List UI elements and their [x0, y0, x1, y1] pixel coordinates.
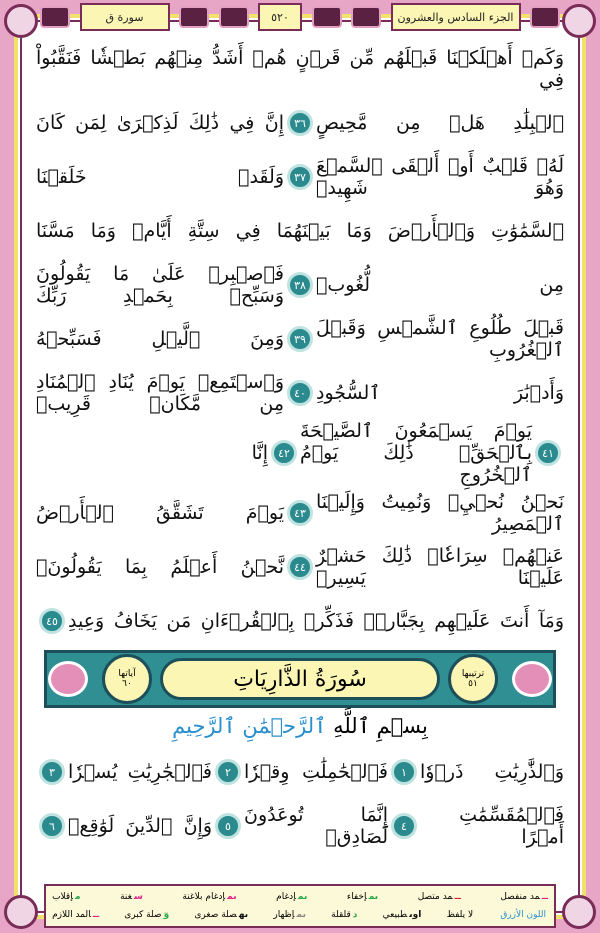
- ayah-number-marker: ٤٠: [287, 380, 313, 406]
- header-ornament: [219, 6, 249, 28]
- text-line: [36, 42, 564, 96]
- verse-text: يَوۡمَ تَشَقَّقُ ٱلۡأَرۡضُ: [36, 502, 284, 524]
- verse-text: إِنَّمَا تُوعَدُونَ لَصَادِقٞ: [244, 804, 388, 848]
- ayah-number-marker: ٣٧: [287, 164, 313, 190]
- surah-label: سورة ق: [80, 3, 170, 31]
- legend-item: [182, 892, 236, 902]
- bismillah-part: ٱلرَّحۡمَٰنِ ٱلرَّحِيمِ: [172, 714, 327, 738]
- header-ornament: [312, 6, 342, 28]
- verse-text: مِن لُّغُوبٖ: [316, 274, 564, 296]
- text-line: [36, 366, 564, 420]
- text-line: [36, 799, 564, 853]
- ayah-number-marker: ١: [391, 759, 417, 785]
- legend-item: [52, 892, 80, 902]
- order-label: ترتيبها: [461, 669, 485, 679]
- ayah-number-marker: ٤٤: [287, 554, 313, 580]
- text-line: [36, 150, 564, 204]
- bismillah: [36, 714, 564, 738]
- verse-text: وَمِنَ ٱلَّيۡلِ فَسَبِّحۡهُ: [36, 328, 284, 350]
- verse-text: وَلَقَدۡ خَلَقۡنَا: [36, 166, 284, 188]
- legend-label: إدغام بلاغنة: [182, 892, 226, 902]
- legend-row: [52, 906, 548, 924]
- ayah-number-marker: ٢: [215, 759, 241, 785]
- surah-order-medallion: [448, 654, 498, 704]
- text-line: [36, 745, 564, 799]
- text-line: [36, 486, 564, 540]
- bismillah-part: بِسۡمِ ٱللَّهِ: [333, 714, 428, 738]
- ayat-value: ٦٠: [122, 679, 132, 689]
- legend-item: [194, 910, 248, 920]
- header-ornament: [40, 6, 70, 28]
- legend-marker: ــ: [92, 910, 100, 920]
- legend-item: [52, 910, 99, 920]
- legend-marker: ںم: [297, 892, 308, 902]
- legend-label: مد منفصل: [500, 892, 540, 902]
- verse-text: إِنَّ فِي ذَٰلِكَ لَذِكۡرَىٰ لِمَن كَانَ: [36, 112, 284, 134]
- ayat-label: آياتها: [118, 669, 136, 679]
- verse-text: نَحۡنُ نُحۡيِۦ وَنُمِيتُ وَإِلَيۡنَا ٱلۡمَصِيرُ: [316, 491, 564, 535]
- verse-text: فَٱلۡمُقَسِّمَٰتِ أَمۡرًا: [459, 804, 564, 848]
- text-line: [36, 594, 564, 648]
- page-number: ٥٢٠: [258, 3, 302, 31]
- verse-text: وَكَمۡ أَهۡلَكۡنَا قَبۡلَهُم مِّن قَرۡنٍ هُمۡ أَشَدُّ مِنۡهُم بَطۡشٗا فَنَقَّبُواْ فِي: [36, 47, 564, 91]
- text-line: [36, 204, 564, 258]
- verse-text: وَمَآ أَنتَ عَلَيۡهِم بِجَبَّارٖۖ فَذَكِّرۡ بِٱلۡقُرۡءَانِ مَن يَخَافُ وَعِيدِ: [68, 610, 564, 632]
- legend-row: [52, 888, 548, 906]
- verse-text: فَٱصۡبِرۡ عَلَىٰ مَا يَقُولُونَ وَسَبِّحۡ بِحَمۡدِ رَبِّكَ: [36, 263, 284, 307]
- ayah-number-marker: ٣٨: [287, 272, 313, 298]
- legend-marker: وٓ: [163, 910, 170, 920]
- legend-label: صلة صغرى: [194, 910, 237, 920]
- text-line: [36, 258, 564, 312]
- legend-label: غنة: [120, 892, 132, 902]
- header-ornament: [351, 6, 381, 28]
- verse-text: وَإِنَّ ٱلدِّينَ لَوَٰقِعٞ: [68, 815, 212, 837]
- verse-text: فَٱلۡحَٰمِلَٰتِ وِقۡرٗا: [244, 761, 388, 783]
- quran-text-block: [36, 42, 564, 648]
- text-line: [36, 540, 564, 594]
- verse-text: وَأَدۡبَٰرَ ٱلسُّجُودِ: [316, 382, 564, 404]
- legend-label: اللون الأزرق: [500, 910, 546, 920]
- quran-text-block: [36, 745, 564, 853]
- corner-ornament: [4, 4, 38, 38]
- page-header: [40, 0, 560, 34]
- verse-text: ٱلۡبِلَٰدِ هَلۡ مِن مَّحِيصٍ: [316, 112, 564, 134]
- legend-item: [331, 910, 357, 920]
- ayah-number-marker: ٣٩: [287, 326, 313, 352]
- legend-label: إخفاء: [346, 892, 367, 902]
- legend-item: [500, 892, 548, 902]
- surah-name: سُورَةُ الذَّارِيَاتِ: [160, 658, 440, 700]
- legend-label: إدغام: [276, 892, 296, 902]
- ayah-number-marker: ٥: [215, 813, 241, 839]
- legend-marker: ںم: [296, 910, 306, 920]
- verse-text: قَبۡلَ طُلُوعِ ٱلشَّمۡسِ وَقَبۡلَ ٱلۡغُرُوبِ: [316, 317, 564, 361]
- legend-item: [447, 910, 476, 920]
- legend-label: صلة كبرى: [124, 910, 162, 920]
- verse-text: وَٱسۡتَمِعۡ يَوۡمَ يُنَادِ ٱلۡمُنَادِ مِن مَّكَانٖ قَرِيبٖ: [36, 371, 284, 415]
- legend-marker: ںم: [368, 892, 379, 902]
- legend-item: [383, 910, 422, 920]
- corner-ornament: [562, 4, 596, 38]
- verse-text: إِنَّا: [251, 442, 268, 464]
- legend-label: إقلاب: [52, 892, 73, 902]
- verse-text: لَهُۥ قَلۡبٌ أَوۡ أَلۡقَى ٱلسَّمۡعَ وَهُوَ شَهِيدٞ: [316, 155, 564, 199]
- legend-marker: ــ: [454, 892, 461, 902]
- legend-label: مد متصل: [417, 892, 453, 902]
- legend-marker: ىه: [238, 910, 249, 920]
- order-value: ٥١: [468, 679, 478, 689]
- text-line: [36, 96, 564, 150]
- header-ornament: [530, 6, 560, 28]
- legend-item: [276, 892, 307, 902]
- verse-text: فَٱلۡجَٰرِيَٰتِ يُسۡرٗا: [68, 761, 212, 783]
- legend-label: إظهار: [273, 910, 295, 920]
- legend-marker: د: [352, 910, 358, 920]
- verse-text: ٱلسَّمَٰوَٰتِ وَٱلۡأَرۡضَ وَمَا بَيۡنَهُمَا فِي سِتَّةِ أَيَّامٖ وَمَا مَسَّنَا: [36, 220, 564, 242]
- verse-text: وَٱلذَّٰرِيَٰتِ ذَرۡوٗا: [420, 761, 564, 783]
- corner-ornament: [4, 895, 38, 929]
- floral-ornament: [48, 661, 88, 697]
- legend-label: طبيعي: [382, 910, 408, 920]
- ayah-number-marker: ٣: [39, 759, 65, 785]
- header-ornament: [179, 6, 209, 28]
- ayah-number-marker: ٤٣: [287, 500, 313, 526]
- legend-marker: م: [74, 892, 81, 902]
- legend-marker: س: [133, 892, 143, 902]
- text-line: [36, 312, 564, 366]
- legend-label: المد اللازم: [52, 910, 91, 920]
- ayah-number-marker: ٦: [39, 813, 65, 839]
- legend-item: [124, 910, 169, 920]
- legend-item: [500, 910, 548, 920]
- legend-marker: ــ: [541, 892, 548, 902]
- text-line: [36, 420, 564, 486]
- legend-marker: اوى: [409, 910, 422, 920]
- legend-item: [273, 910, 306, 920]
- corner-ornament: [562, 895, 596, 929]
- legend-item: [120, 892, 143, 902]
- tajweed-legend: [44, 884, 556, 928]
- surah-banner: [44, 650, 556, 708]
- legend-item: [418, 892, 461, 902]
- verse-text: يَوۡمَ يَسۡمَعُونَ ٱلصَّيۡحَةَ بِٱلۡحَقِّۚ ذَٰلِكَ يَوۡمُ ٱلۡخُرُوجِ: [300, 420, 532, 486]
- ayah-number-marker: ٤: [391, 813, 417, 839]
- ayat-count-medallion: [102, 654, 152, 704]
- legend-label: لا يلفظ: [446, 910, 474, 920]
- floral-ornament: [512, 661, 552, 697]
- verse-text: عَنۡهُمۡ سِرَاعٗاۚ ذَٰلِكَ حَشۡرٌ عَلَيۡنَا يَسِيرٞ: [316, 545, 564, 589]
- verse-text: نَّحۡنُ أَعۡلَمُ بِمَا يَقُولُونَۖ: [36, 556, 284, 578]
- legend-item: [347, 892, 378, 902]
- ayah-number-marker: ٣٦: [287, 110, 313, 136]
- legend-label: قلقلة: [331, 910, 351, 920]
- legend-marker: ںم: [227, 892, 237, 902]
- ayah-number-marker: ٤٥: [39, 608, 65, 634]
- ayah-number-marker: ٤١: [535, 440, 561, 466]
- ayah-number-marker: ٤٢: [271, 440, 297, 466]
- juz-label: الجزء السادس والعشرون: [391, 3, 521, 31]
